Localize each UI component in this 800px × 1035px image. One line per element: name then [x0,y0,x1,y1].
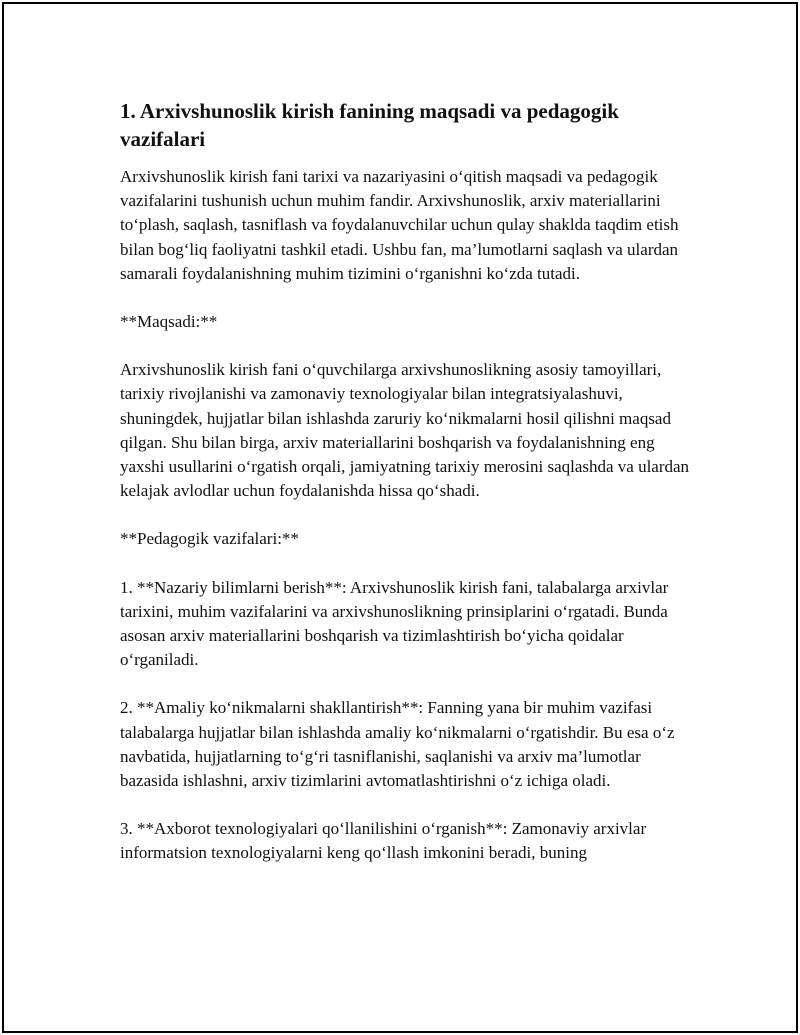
document-page [2,2,798,1033]
document-title: 1. Arxivshunoslik kirish fanining maqsadi va pedagogik vazifalari [120,99,619,151]
intro-paragraph: Arxivshunoslik kirish fani tarixi va nazariyasini o‘qitish maqsadi va pedagogik vazifalarini tushunish uchun muhim fandir. Arxivshunoslik, arxiv materiallarini to‘plash, saqlash, tasniflash va foydalanuvchilar uchun qulay shaklda taqdim etish bilan bog‘liq faoliyatni tashkil etadi. Ushbu fan, ma’lumotlarni saqlash va ulardan samarali foydalanishning muhim tizimini o‘rganishni ko‘zda tutadi. [120,167,679,283]
maqsadi-heading: **Maqsadi:** [120,312,218,332]
vazifa-item-3: 3. **Axborot texnologiyalari qo‘llanilishini o‘rganish**: Zamonaviy arxivlar informatsion texnologiyalarni keng qo‘llash imkonini beradi, buning [120,819,647,863]
document-content [120,97,695,890]
vazifa-item-2: 2. **Amaliy ko‘nikmalarni shakllantirish**: Fanning yana bir muhim vazifasi talabalarga hujjatlar bilan ishlashda amaliy ko‘nikmalarni o‘rgatishdir. Bu esa o‘z navbatida, hujjatlarning to‘g‘ri tasniflanishi, saqlanishi va arxiv ma’lumotlar bazasida ishlashni, arxiv tizimlarini avtomatlashtirishni o‘z ichiga oladi. [120,698,675,791]
vazifa-item-1: 1. **Nazariy bilimlarni berish**: Arxivshunoslik kirish fani, talabalarga arxivlar tarixini, muhim vazifalarini va arxivshunoslikning prinsiplarini o‘rgatadi. Bunda asosan arxiv materiallarini boshqarish va tizimlashtirish bo‘yicha qoidalar o‘rganiladi. [120,577,669,670]
maqsadi-paragraph: Arxivshunoslik kirish fani o‘quvchilarga arxivshunoslikning asosiy tamoyillari, tarixiy rivojlanishi va zamonaviy texnologiyalar bilan integratsiyalashuvi, shuningdek, hujjatlar bilan ishlashda zaruriy ko‘nikmalarni hosil qilishni maqsad qilgan. Shu bilan birga, arxiv materiallarini boshqarish va foydalanishning eng yaxshi usullarini o‘rgatish orqali, jamiyatning tarixiy merosini saqlashda va ulardan kelajak avlodlar uchun foydalanishda hissa qo‘shadi. [120,360,690,501]
pedagogik-vazifalari-heading: **Pedagogik vazifalari:** [120,529,299,549]
